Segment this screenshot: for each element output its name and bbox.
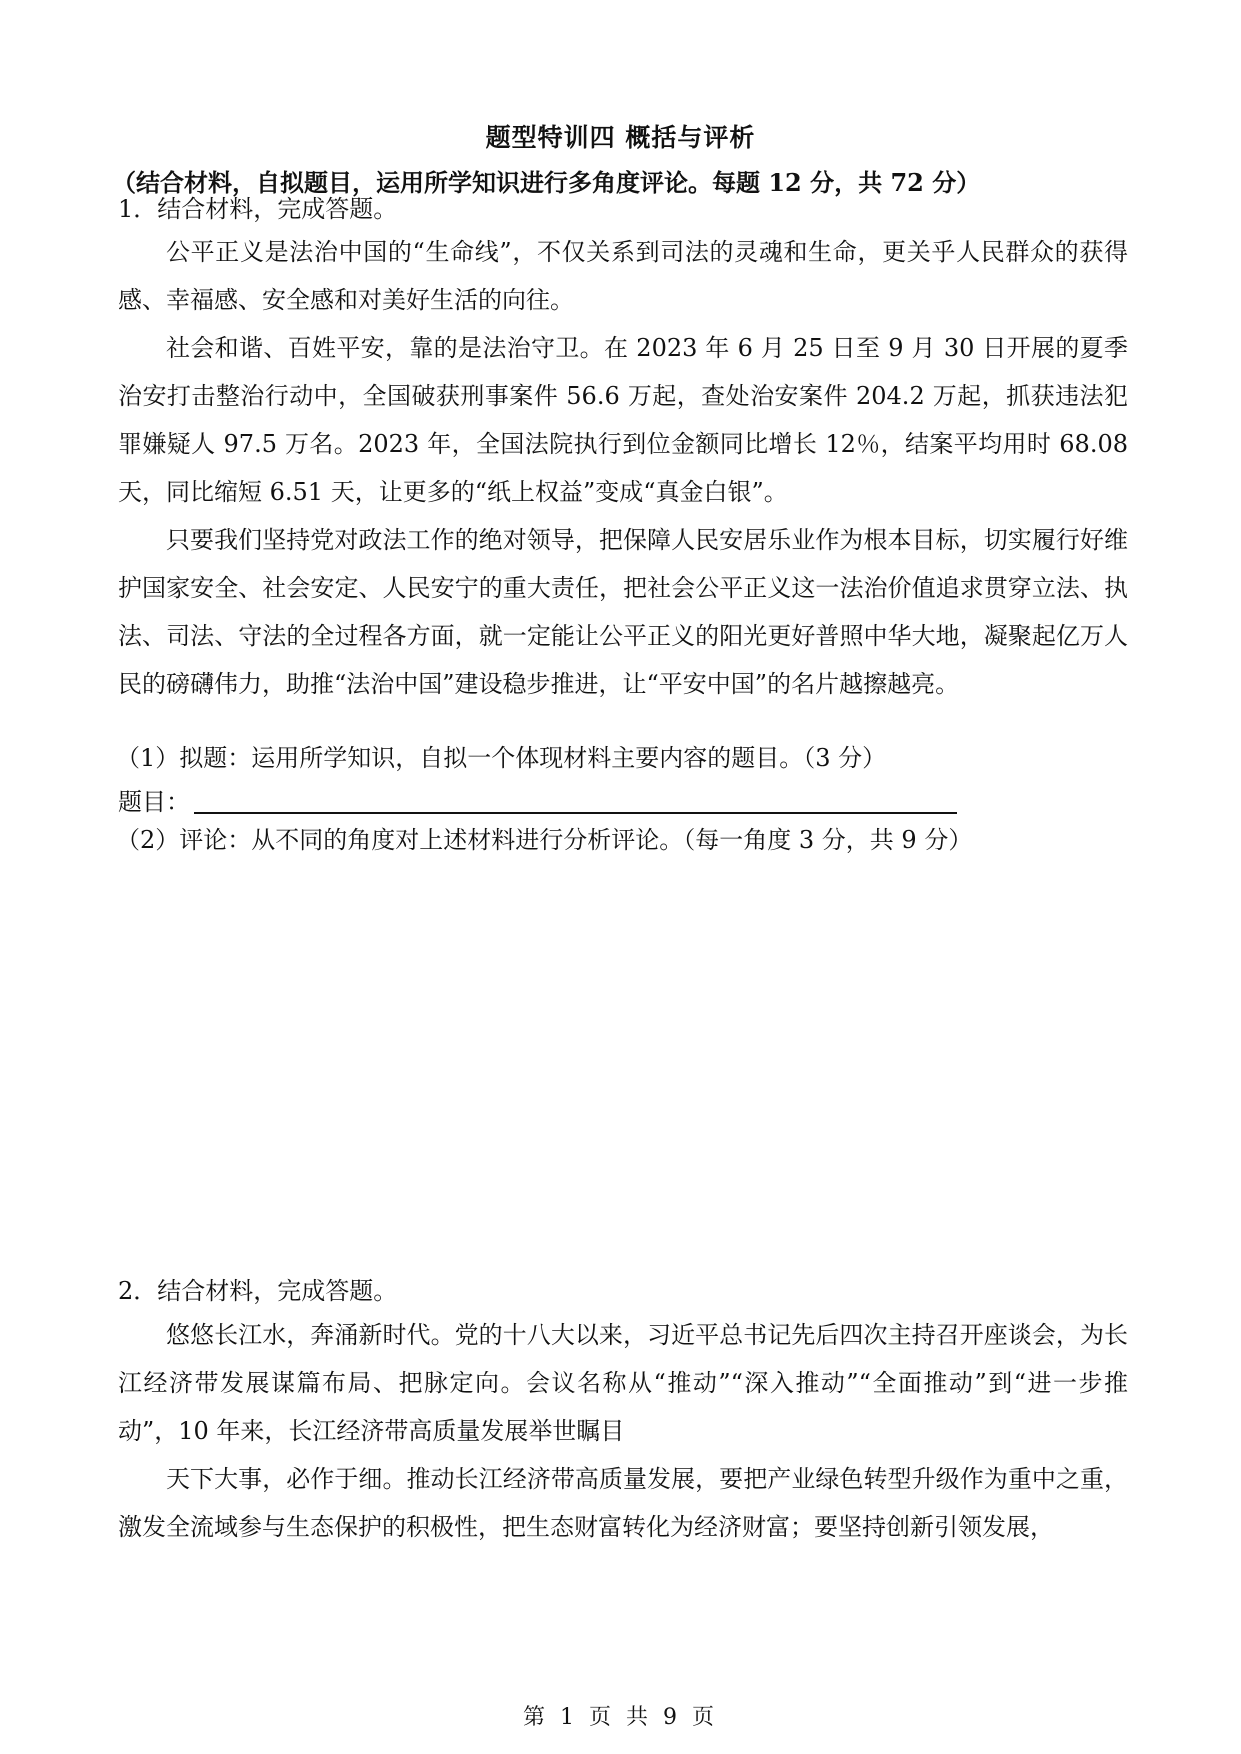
q1-paragraph-3: 只要我们坚持党对政法工作的绝对领导，把保障人民安居乐业作为根本目标，切实履行好维护国家安全、社会安定、人民安宁的重大责任，把社会公平正义这一法治价值追求贯穿立法、执法、司法、守法的全过程各方面，就一定能让公平正义的阳光更好普照中华大地，凝聚起亿万人民的磅礴伟力，助推“法治中国”建设稳步推进，让“平安中国”的名片越擦越亮。	[118, 526, 1128, 698]
page-title: 题型特训四 概括与评析	[485, 123, 756, 152]
page-number: 第 1 页 共 9 页	[523, 1705, 718, 1730]
q1-subquestion-1: （1）拟题：运用所学知识，自拟一个体现材料主要内容的题目。（3 分）	[116, 744, 887, 772]
answer-blank	[194, 790, 957, 814]
instruction-text: （结合材料，自拟题目，运用所学知识进行多角度评论。每题 12 分，共 72 分）	[112, 168, 981, 197]
q1-subquestion-2: （2）评论：从不同的角度对上述材料进行分析评论。（每一角度 3 分，共 9 分）	[116, 826, 973, 854]
answer-label: 题目：	[118, 788, 190, 816]
q2-paragraph-2: 天下大事，必作于细。推动长江经济带高质量发展，要把产业绿色转型升级作为重中之重，激发全流域参与生态保护的积极性，把生态财富转化为经济财富；要坚持创新引领发展，	[118, 1465, 1128, 1541]
q1-paragraph-2: 社会和谐、百姓平安，靠的是法治守卫。在 2023 年 6 月 25 日至 9 月 30 日开展的夏季治安打击整治行动中，全国破获刑事案件 56.6 万起，查处治安案件 204.2 万起，抓获违法犯罪嫌疑人 97.5 万名。2023 年，全国法院执行到位金额同比增长 12％，结案平均用时 68.08 天，同比缩短 6.51 天，让更多的“纸上权益”变成“真金白银”。	[118, 334, 1128, 506]
question-2-heading: 2．结合材料，完成答题。	[118, 1277, 398, 1305]
q1-paragraph-1: 公平正义是法治中国的“生命线”，不仅关系到司法的灵魂和生命，更关乎人民群众的获得感、幸福感、安全感和对美好生活的向往。	[118, 238, 1128, 314]
question-1-heading: 1．结合材料，完成答题。	[118, 195, 398, 223]
q2-paragraph-1: 悠悠长江水，奔涌新时代。党的十八大以来，习近平总书记先后四次主持召开座谈会，为长江经济带发展谋篇布局、把脉定向。会议名称从“推动”“深入推动”“全面推动”到“进一步推动”，10 年来，长江经济带高质量发展举世瞩目	[118, 1321, 1128, 1445]
answer-line	[118, 790, 957, 814]
